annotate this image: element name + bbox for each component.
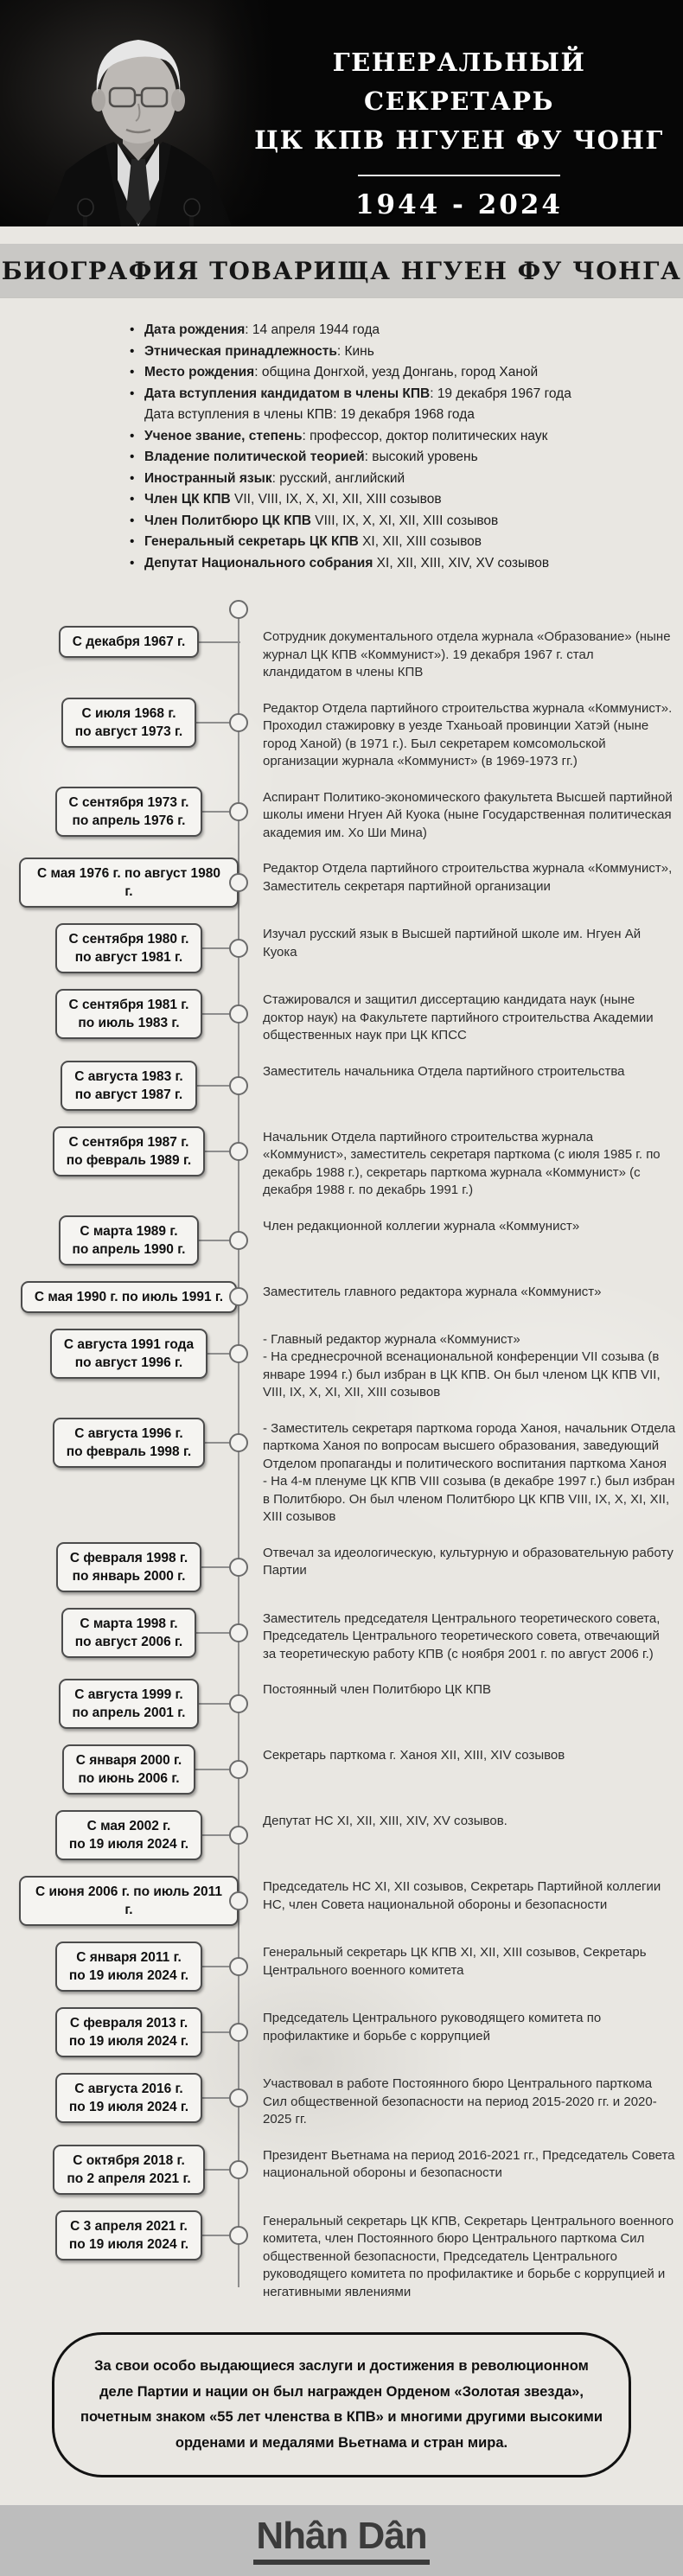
- header-title-block: [242, 43, 676, 220]
- timeline-date-cell: [19, 2145, 239, 2195]
- timeline-row: [19, 2007, 683, 2057]
- timeline-date-box: [50, 1329, 207, 1379]
- timeline-date-cell: [19, 858, 239, 908]
- timeline-description: [263, 1942, 676, 1980]
- timeline-date-label: С декабря 1967 г.: [72, 634, 186, 649]
- header-title-line1: ГЕНЕРАЛЬНЫЙ СЕКРЕТАРЬ: [332, 48, 586, 116]
- timeline-row: [19, 1810, 683, 1860]
- timeline-paragraph: Заместитель начальника Отдела партийного строительства: [263, 1063, 625, 1079]
- timeline-date-box: [59, 1215, 200, 1266]
- footer-band: [0, 2505, 683, 2576]
- timeline-node: [229, 2160, 248, 2179]
- timeline-date-box: [55, 2007, 202, 2057]
- timeline-row: [19, 1876, 683, 1926]
- timeline-row: [19, 1744, 683, 1795]
- timeline-node: [229, 1142, 248, 1161]
- timeline-date-label: С октября 2018 г. по 2 апреля 2021 г.: [67, 2152, 191, 2186]
- timeline-date-box: [55, 989, 203, 1039]
- bio-item-value: XI, XII, XIII, XIV, XV созывов: [373, 555, 550, 571]
- timeline-paragraph: Сотрудник документального отдела журнала «Образование» (ныне журнал ЦК КПВ «Коммунист»). 19 декабря 1967 г. стал кландидатом в члены КПВ: [263, 629, 671, 679]
- timeline-row: [19, 2145, 683, 2195]
- bio-section: [0, 297, 683, 577]
- timeline-node: [229, 1694, 248, 1713]
- timeline-date-label: С августа 1983 г. по август 1987 г.: [74, 1068, 183, 1102]
- timeline-date-cell: [19, 1281, 239, 1313]
- timeline-date-box: [56, 1542, 201, 1592]
- timeline-paragraph: Президент Вьетнама на период 2016-2021 гг., Председатель Совета национальной обороны и безопасности: [263, 2147, 675, 2180]
- timeline-description: [263, 923, 676, 961]
- timeline-paragraph: Секретарь парткома г. Ханоя XII, XIII, XIV созывов: [263, 1748, 565, 1763]
- nhandan-logo: Nhân Dân: [253, 2517, 429, 2565]
- timeline-row: [19, 923, 683, 973]
- timeline-node: [229, 1891, 248, 1910]
- bullet-icon: •: [130, 365, 135, 379]
- bio-item-label: Владение политической теорией: [144, 450, 365, 464]
- bullet-icon: •: [130, 386, 135, 401]
- timeline-paragraph: Заместитель председателя Центрального теоретического совета, Председатель Центрального теоретического совета, отвечающий за теоретическую работу КПВ (с ноября 2001 г. по август 2006 г.): [263, 1610, 661, 1661]
- timeline-date-label: С мая 2002 г. по 19 июля 2024 г.: [68, 1819, 189, 1852]
- timeline-description: [263, 2073, 676, 2129]
- bio-item: [130, 553, 654, 575]
- header-years: 1944 - 2024: [354, 189, 563, 220]
- timeline-paragraph: - Главный редактор журнала «Коммунист»: [263, 1331, 520, 1347]
- timeline-date-box: [55, 1810, 202, 1860]
- timeline-description: [263, 1126, 676, 1200]
- bullet-icon: •: [130, 428, 135, 443]
- header-divider: [358, 175, 560, 176]
- award-note-text: За свои особо выдающиеся заслуги и достижения в революционном деле Партии и нации он был награжден Орденом «Золотая звезда», почетным знаком «55 лет членства в КПВ» и многими другими высокими орденами и медалями Вьетнама и стран мира.: [80, 2358, 603, 2451]
- timeline-date-cell: [19, 1608, 239, 1658]
- timeline-date-cell: [19, 1679, 239, 1729]
- bio-item-value: : 19 декабря 1967 года: [430, 386, 571, 401]
- timeline-description: [263, 1876, 676, 1914]
- bullet-icon: •: [130, 470, 135, 486]
- bio-item-label: Ученое звание, степень: [144, 428, 303, 443]
- timeline-paragraph: Заместитель главного редактора журнала «Коммунист»: [263, 1284, 602, 1299]
- timeline-date-cell: [19, 1061, 239, 1111]
- timeline-date-box: [55, 787, 203, 837]
- timeline-node: [229, 1760, 248, 1779]
- bullet-icon: •: [130, 492, 135, 507]
- timeline-node: [229, 1957, 248, 1976]
- timeline-date-box: [19, 1876, 239, 1926]
- timeline-description: [263, 858, 676, 896]
- timeline-date-label: С августа 1991 года по август 1996 г.: [63, 1336, 195, 1370]
- bio-item-value: VII, VIII, IX, X, XI, XII, XIII созывов: [230, 492, 442, 507]
- timeline-date-box: [59, 626, 200, 658]
- timeline-date-box: [21, 1281, 237, 1313]
- timeline-date-label: С мая 1990 г. по июль 1991 г.: [34, 1289, 224, 1304]
- bio-item-value: XI, XII, XIII созывов: [358, 534, 482, 549]
- bio-list: [130, 320, 654, 574]
- bio-item: [130, 511, 654, 532]
- timeline-node: [229, 1076, 248, 1095]
- timeline-date-label: С сентября 1980 г. по август 1981 г.: [68, 932, 189, 965]
- timeline-date-cell: [19, 1542, 239, 1592]
- award-note-box: [52, 2332, 631, 2477]
- timeline-date-box: [59, 1679, 200, 1729]
- timeline-row: [19, 1418, 683, 1527]
- timeline-description: [263, 626, 676, 682]
- timeline-node: [229, 1558, 248, 1577]
- timeline-row: [19, 2210, 683, 2302]
- timeline-date-cell: [19, 1942, 239, 1992]
- timeline-row: [19, 787, 683, 843]
- timeline-date-cell: [19, 698, 239, 748]
- bio-item: [130, 426, 654, 448]
- portrait-photo: [0, 0, 277, 226]
- timeline-paragraph: Депутат НС XI, XII, XIII, XIV, XV созывов.: [263, 1814, 507, 1828]
- section-title: БИОГРАФИЯ ТОВАРИЩА НГУЕН ФУ ЧОНГА: [1, 256, 682, 285]
- bio-item-value: : Кинь: [336, 343, 374, 359]
- timeline-date-cell: [19, 1418, 239, 1468]
- timeline-node: [229, 1231, 248, 1250]
- timeline-date-label: С сентября 1981 г. по июль 1983 г.: [68, 998, 189, 1030]
- timeline-paragraph: Председатель Центрального руководящего комитета по профилактике и борьбе с коррупцией: [263, 2011, 602, 2044]
- timeline-node: [229, 802, 248, 821]
- timeline-paragraph: Начальник Отдела партийного строительства журнала «Коммунист», заместитель секретаря парткома (с июля 1985 г. по декабрь 1988 г.), секретарь парткома журнала «Коммунист» (с декабря 1988 г. по декабрь 1991 г.): [263, 1129, 661, 1197]
- bio-item: [130, 362, 654, 384]
- bio-item-value: : высокий уровень: [364, 450, 478, 464]
- timeline-date-cell: [19, 626, 239, 658]
- timeline-date-cell: [19, 1876, 239, 1926]
- bio-item: [130, 384, 654, 426]
- timeline-date-box: [55, 1942, 202, 1992]
- timeline-paragraph: Стажировался и защитил диссертацию кандидата наук (ныне доктор наук) на Факультете партийного строительства Академии общественных наук при ЦК КПСС: [263, 992, 654, 1043]
- timeline-date-label: С марта 1989 г. по апрель 1990 г.: [72, 1223, 186, 1257]
- timeline-date-label: С 3 апреля 2021 г. по 19 июля 2024 г.: [68, 2218, 189, 2252]
- timeline-row: [19, 858, 683, 908]
- bullet-icon: •: [130, 534, 135, 549]
- bio-item: [130, 341, 654, 363]
- bio-item-label: Дата рождения: [144, 322, 246, 337]
- timeline-date-cell: [19, 923, 239, 973]
- header-title-line2: ЦК КПВ НГУЕН ФУ ЧОНГ: [254, 125, 664, 155]
- timeline-paragraph: Генеральный секретарь ЦК КПВ, Секретарь Центрального военного комитета, член Постоянного бюро Центрального парткома Сил общественной безопасности, Председатель Центрального руководящего комитета по профилактике и борьбе с коррупцией и негативными явлениями: [263, 2213, 674, 2299]
- timeline-description: [263, 989, 676, 1045]
- timeline-date-box: [55, 923, 203, 973]
- timeline-row: [19, 1608, 683, 1664]
- bio-item: [130, 489, 654, 511]
- timeline-date-label: С августа 1999 г. по апрель 2001 г.: [72, 1687, 186, 1720]
- section-title-band: [0, 244, 683, 297]
- bio-item-value: : община Донгхой, уезд Донгань, город Ханой: [254, 365, 539, 379]
- timeline-paragraph: Постоянный член Политбюро ЦК КПВ: [263, 1682, 492, 1697]
- timeline-description: [263, 1418, 676, 1527]
- timeline-paragraph: Участвовал в работе Постоянного бюро Центрального парткома Сил общественной безопасности на период 2015-2020 гг. и 2020-2025 гг.: [263, 2076, 657, 2126]
- timeline-description: [263, 2007, 676, 2045]
- timeline-date-label: С января 2000 г. по июнь 2006 г.: [75, 1753, 182, 1786]
- timeline-row: [19, 1061, 683, 1111]
- bio-item: [130, 447, 654, 469]
- timeline-row: [19, 1679, 683, 1729]
- timeline-date-cell: [19, 1810, 239, 1860]
- timeline-description: [263, 1215, 676, 1236]
- timeline-start-node: [229, 600, 248, 619]
- bullet-icon: •: [130, 555, 135, 571]
- bio-item-extra: Дата вступления в члены КПВ: 19 декабря 1968 года: [144, 407, 475, 422]
- timeline-date-label: С марта 1998 г. по август 2006 г.: [74, 1616, 183, 1649]
- timeline-date-cell: [19, 1744, 239, 1795]
- bio-item-value: VIII, IX, X, XI, XII, XIII созывов: [310, 513, 499, 528]
- timeline-date-label: С июля 1968 г. по август 1973 г.: [74, 705, 183, 739]
- timeline-node: [229, 2088, 248, 2107]
- bio-item-label: Член ЦК КПВ: [144, 492, 231, 507]
- timeline-date-box: [61, 1608, 197, 1658]
- timeline-node: [229, 1004, 248, 1023]
- timeline-date-label: С сентября 1973 г. по апрель 1976 г.: [68, 794, 189, 828]
- timeline-description: [263, 1608, 676, 1664]
- timeline-paragraph: - На 4-м пленуме ЦК КПВ VIII созыва (в декабре 1997 г.) был избран в Политбюро. Он был членом Политбюро ЦК КПВ VIII, IX, X, XI, XII, XIII созывов: [263, 1474, 675, 1524]
- bullet-icon: •: [130, 450, 135, 464]
- timeline-date-label: С февраля 2013 г. по 19 июля 2024 г.: [68, 2016, 189, 2049]
- timeline-description: [263, 1542, 676, 1580]
- timeline-date-cell: [19, 1126, 239, 1176]
- timeline-date-box: [55, 2073, 202, 2123]
- timeline-date-cell: [19, 2210, 239, 2260]
- timeline-node: [229, 713, 248, 732]
- timeline-paragraph: Редактор Отдела партийного строительства журнала «Коммунист». Проходил стажировку в уезде Тханьоай провинции Хатэй (ныне город Ханой) (в 1971 г.). Был секретарем комсомольской организации журнала «Коммунист» (в 1969-1973 гг.): [263, 700, 673, 768]
- timeline-row: [19, 1542, 683, 1592]
- timeline-node: [229, 1826, 248, 1845]
- timeline-row: [19, 1942, 683, 1992]
- timeline-row: [19, 2073, 683, 2129]
- bio-item: [130, 532, 654, 553]
- timeline-date-cell: [19, 2073, 239, 2123]
- timeline-row: [19, 1329, 683, 1402]
- timeline-paragraph: Аспирант Политико-экономического факультета Высшей партийной школы имени Нгуен Ай Куока (ныне Государственная политическая академия им. Хо Ши Мина): [263, 789, 673, 840]
- timeline-date-cell: [19, 2007, 239, 2057]
- bullet-icon: •: [130, 343, 135, 359]
- timeline-date-label: С июня 2006 г. по июль 2011 г.: [35, 1884, 223, 1917]
- timeline-date-box: [55, 2210, 202, 2260]
- timeline: [0, 598, 683, 2301]
- timeline-paragraph: Член редакционной коллегии журнала «Коммунист»: [263, 1218, 580, 1234]
- timeline-paragraph: Изучал русский язык в Высшей партийной школе им. Нгуен Ай Куока: [263, 927, 642, 960]
- bullet-icon: •: [130, 513, 135, 528]
- timeline-paragraph: Председатель НС XI, XII созывов, Секретарь Партийной коллегии НС, член Совета национальной обороны и безопасности: [263, 1879, 661, 1912]
- bullet-icon: •: [130, 322, 135, 337]
- timeline-node: [229, 1344, 248, 1363]
- timeline-row: [19, 1126, 683, 1200]
- timeline-date-label: С августа 1996 г. по февраль 1998 г.: [66, 1425, 192, 1459]
- timeline-date-cell: [19, 989, 239, 1039]
- timeline-paragraph: - Заместитель секретаря парткома города Ханоя, начальник Отдела парткома Ханоя по вопросам высшего образования, заведующий Отделом пропаганды и политического воспитания парткома Ханоя: [263, 1420, 676, 1471]
- bio-item-label: Член Политбюро ЦК КПВ: [144, 513, 311, 528]
- timeline-date-box: [53, 1126, 205, 1176]
- timeline-description: [263, 1810, 676, 1831]
- timeline-description: [263, 1329, 676, 1402]
- bio-item-label: Место рождения: [144, 365, 255, 379]
- timeline-row: [19, 698, 683, 771]
- timeline-date-box: [62, 1744, 195, 1795]
- bio-item-label: Этническая принадлежность: [144, 343, 337, 359]
- bio-item: [130, 469, 654, 490]
- timeline-date-box: [19, 858, 239, 908]
- timeline-date-label: С августа 2016 г. по 19 июля 2024 г.: [68, 2082, 189, 2114]
- timeline-description: [263, 698, 676, 771]
- timeline-date-label: С сентября 1987 г. по февраль 1989 г.: [66, 1134, 192, 1168]
- timeline-row: [19, 989, 683, 1045]
- timeline-date-cell: [19, 787, 239, 837]
- timeline-node: [229, 1623, 248, 1642]
- timeline-date-label: С февраля 1998 г. по январь 2000 г.: [69, 1550, 188, 1584]
- timeline-date-label: С января 2011 г. по 19 июля 2024 г.: [68, 1950, 189, 1983]
- timeline-date-cell: [19, 1215, 239, 1266]
- timeline-date-box: [61, 698, 197, 748]
- bio-item-value: : русский, английский: [271, 470, 405, 486]
- timeline-rows: [19, 626, 683, 2301]
- timeline-node: [229, 873, 248, 892]
- timeline-node: [229, 2226, 248, 2245]
- timeline-row: [19, 1215, 683, 1266]
- timeline-description: [263, 787, 676, 843]
- bio-item-value: : профессор, доктор политических наук: [302, 428, 548, 443]
- header-banner: [0, 0, 683, 226]
- timeline-node: [229, 2023, 248, 2042]
- bio-item-label: Дата вступления кандидатом в члены КПВ: [144, 386, 431, 401]
- timeline-date-cell: [19, 1329, 239, 1379]
- bio-item: [130, 320, 654, 341]
- timeline-description: [263, 1061, 676, 1081]
- timeline-description: [263, 2210, 676, 2302]
- timeline-node: [229, 1433, 248, 1452]
- timeline-date-box: [61, 1061, 196, 1111]
- timeline-row: [19, 626, 683, 682]
- timeline-paragraph: - На среднесрочной всенациональной конференции VII созыва (в январе 1994 г.) был избран в ЦК КПВ. Он был членом ЦК КПВ VII, VIII, IX, X, XI, XII, XIII созывов: [263, 1349, 661, 1400]
- timeline-node: [229, 939, 248, 958]
- timeline-date-label: С мая 1976 г. по август 1980 г.: [36, 866, 220, 899]
- timeline-paragraph: Генеральный секретарь ЦК КПВ XI, XII, XIII созывов, Секретарь Центрального военного комитета: [263, 1945, 647, 1978]
- bio-item-label: Генеральный секретарь ЦК КПВ: [144, 534, 359, 549]
- timeline-row: [19, 1281, 683, 1313]
- bio-item-value: : 14 апреля 1944 года: [245, 322, 380, 337]
- timeline-description: [263, 1744, 676, 1765]
- timeline-description: [263, 2145, 676, 2183]
- timeline-date-box: [53, 1418, 205, 1468]
- timeline-date-box: [53, 2145, 204, 2195]
- bio-item-label: Иностранный язык: [144, 470, 272, 486]
- timeline-node: [229, 1287, 248, 1306]
- timeline-description: [263, 1679, 676, 1699]
- bio-item-label: Депутат Национального собрания: [144, 555, 373, 571]
- timeline-paragraph: Редактор Отдела партийного строительства журнала «Коммунист», Заместитель секретаря партийной организации: [263, 861, 673, 894]
- timeline-paragraph: Отвечал за идеологическую, культурную и образовательную работу Партии: [263, 1545, 673, 1578]
- timeline-description: [263, 1281, 676, 1302]
